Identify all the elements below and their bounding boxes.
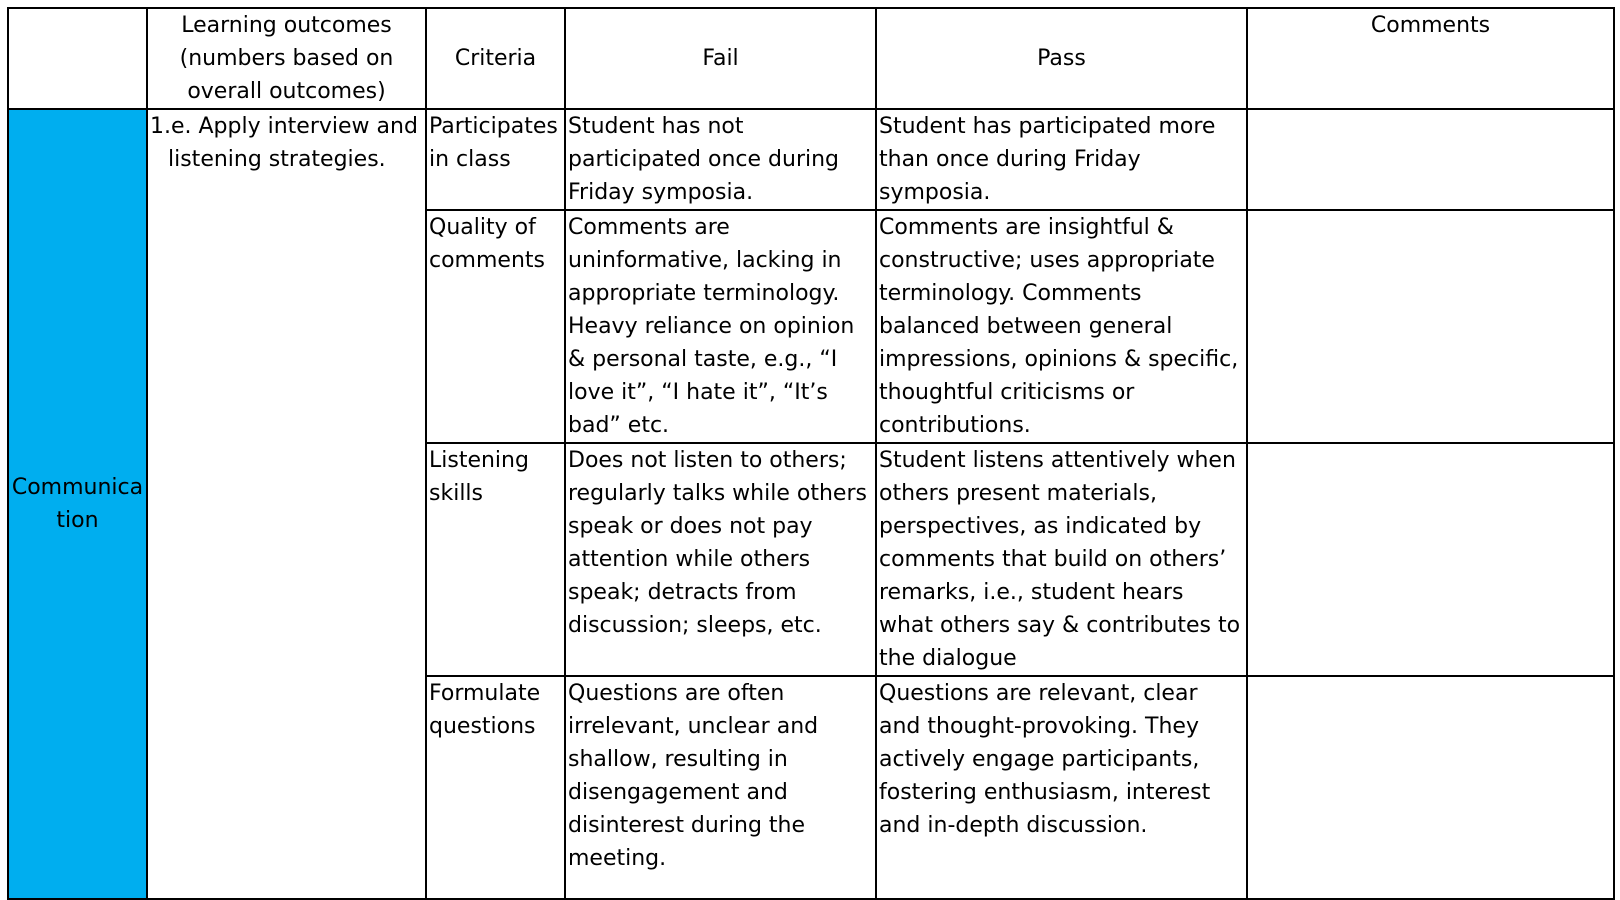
header-learning-outcomes: Learning outcomes (numbers based on overall outcomes) — [147, 8, 426, 109]
header-fail: Fail — [565, 8, 876, 109]
pass-cell: Student has participated more than once during Friday symposia. — [876, 109, 1247, 210]
fail-cell: Student has not participated once during Friday symposia. — [565, 109, 876, 210]
fail-cell: Does not listen to others; regularly talks while others speak or does not pay attention while others speak; detracts from discussion; sleeps, etc. — [565, 443, 876, 676]
rubric-sheet — [7, 7, 1613, 871]
comments-cell[interactable] — [1247, 676, 1614, 899]
rubric-table — [7, 7, 1615, 900]
fail-cell: Questions are often irrelevant, unclear and shallow, resulting in disengagement and disinterest during the meeting. — [565, 676, 876, 899]
comments-cell[interactable] — [1247, 109, 1614, 210]
category-communication: Communication — [8, 109, 147, 899]
fail-cell: Comments are uninformative, lacking in appropriate terminology. Heavy reliance on opinion & personal taste, e.g., “I love it”, “I hate it”, “It’s bad” etc. — [565, 210, 876, 443]
header-comments: Comments — [1247, 8, 1614, 109]
criteria-cell: Listening skills — [426, 443, 565, 676]
criteria-cell: Participates in class — [426, 109, 565, 210]
header-pass: Pass — [876, 8, 1247, 109]
header-row — [8, 8, 1614, 109]
pass-cell: Student listens attentively when others present materials, perspectives, as indicated by comments that build on others’ remarks, i.e., student hears what others say & contributes to the dialogue — [876, 443, 1247, 676]
criteria-cell: Formulate questions — [426, 676, 565, 899]
pass-cell: Questions are relevant, clear and thought-provoking. They actively engage participants, fostering enthusiasm, interest and in-depth discussion. — [876, 676, 1247, 899]
comments-cell[interactable] — [1247, 210, 1614, 443]
comments-cell[interactable] — [1247, 443, 1614, 676]
table-row — [8, 109, 1614, 210]
header-blank-cell — [8, 8, 147, 109]
criteria-cell: Quality of comments — [426, 210, 565, 443]
pass-cell: Comments are insightful & constructive; uses appropriate terminology. Comments balanced between general impressions, opinions & specific, thoughtful criticisms or contributions. — [876, 210, 1247, 443]
learning-outcome-cell — [147, 109, 426, 899]
header-criteria: Criteria — [426, 8, 565, 109]
learning-outcome-text: 1.e. Apply interview and listening strategies. — [150, 114, 418, 172]
